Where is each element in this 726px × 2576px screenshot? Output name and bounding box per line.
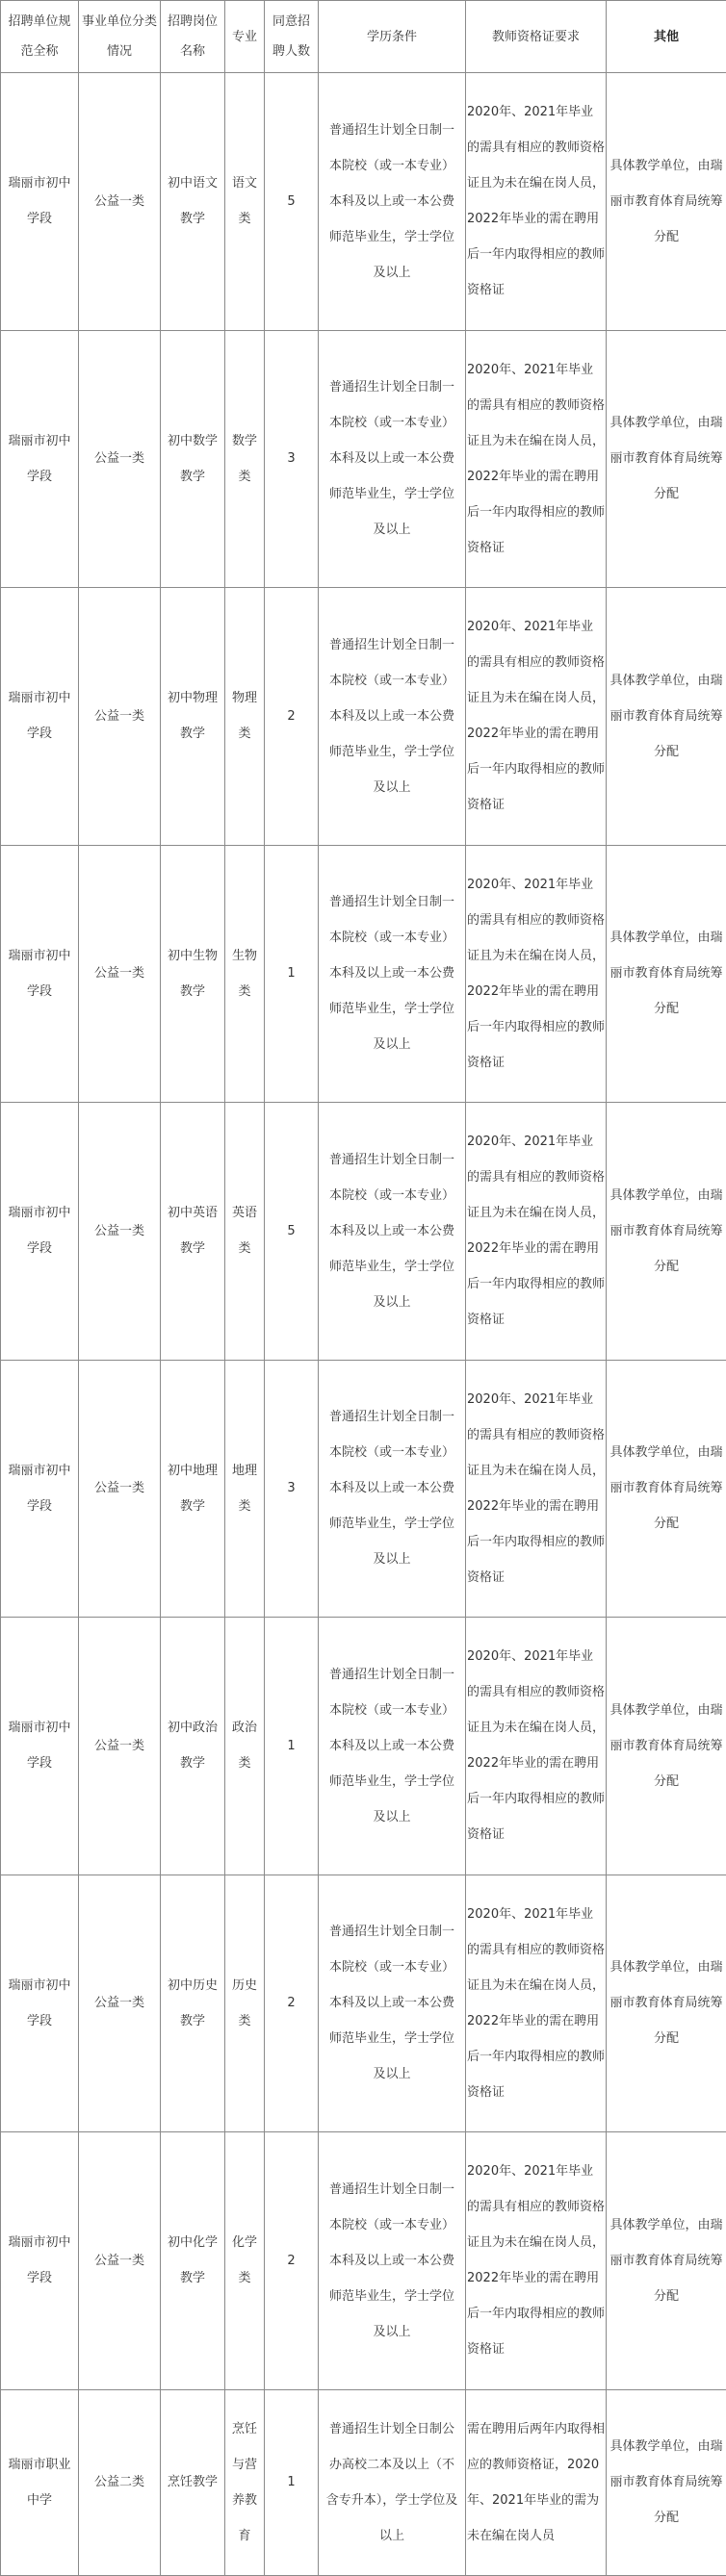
cell-count: 5 [265,73,319,331]
cell-unit: 瑞丽市初中学段 [1,330,79,588]
cell-category: 公益一类 [79,1360,161,1618]
cell-major: 地理类 [225,1360,265,1618]
header-education: 学历条件 [319,1,466,73]
cell-education: 普通招生计划全日制一本院校（或一本专业）本科及以上或一本公费师范毕业生，学士学位及以上 [319,1103,466,1361]
table-row [1,588,726,846]
header-category: 事业单位分类情况 [79,1,161,73]
cell-unit: 瑞丽市初中学段 [1,2132,79,2390]
cell-certificate: 需在聘用后两年内取得相应的教师资格证，2020年、2021年毕业的需为未在编在岗人员 [466,2389,607,2576]
cell-position: 初中历史教学 [161,1875,225,2132]
cell-count: 3 [265,330,319,588]
cell-category: 公益一类 [79,73,161,331]
cell-position: 初中化学教学 [161,2132,225,2390]
cell-category: 公益一类 [79,1875,161,2132]
cell-other: 具体教学单位，由瑞丽市教育体育局统筹分配 [607,1618,726,1875]
cell-certificate: 2020年、2021年毕业的需具有相应的教师资格证且为未在编在岗人员，2022年毕业的需在聘用后一年内取得相应的教师资格证 [466,1360,607,1618]
cell-major: 语文类 [225,73,265,331]
table-row [1,2389,726,2576]
cell-category: 公益一类 [79,845,161,1103]
cell-education: 普通招生计划全日制一本院校（或一本专业）本科及以上或一本公费师范毕业生，学士学位及以上 [319,2132,466,2390]
cell-unit: 瑞丽市初中学段 [1,845,79,1103]
cell-count: 2 [265,2132,319,2390]
cell-category: 公益一类 [79,2132,161,2390]
cell-position: 初中数学教学 [161,330,225,588]
cell-major: 政治类 [225,1618,265,1875]
cell-position: 初中语文教学 [161,73,225,331]
cell-major: 烹饪与营养教育 [225,2389,265,2576]
cell-major: 数学类 [225,330,265,588]
cell-unit: 瑞丽市初中学段 [1,1875,79,2132]
cell-education: 普通招生计划全日制一本院校（或一本专业）本科及以上或一本公费师范毕业生，学士学位及以上 [319,1360,466,1618]
cell-count: 1 [265,1618,319,1875]
cell-category: 公益一类 [79,588,161,846]
cell-position: 初中物理教学 [161,588,225,846]
table-row [1,845,726,1103]
table-row [1,2132,726,2390]
cell-unit: 瑞丽市初中学段 [1,1618,79,1875]
cell-position: 烹饪教学 [161,2389,225,2576]
header-count: 同意招聘人数 [265,1,319,73]
cell-education: 普通招生计划全日制公办高校二本及以上（不含专升本），学士学位及以上 [319,2389,466,2576]
cell-other: 具体教学单位，由瑞丽市教育体育局统筹分配 [607,1875,726,2132]
cell-major: 物理类 [225,588,265,846]
cell-major: 英语类 [225,1103,265,1361]
cell-position: 初中生物教学 [161,845,225,1103]
cell-other: 具体教学单位，由瑞丽市教育体育局统筹分配 [607,2132,726,2390]
header-other: 其他 [607,1,726,73]
table-row [1,73,726,331]
cell-education: 普通招生计划全日制一本院校（或一本专业）本科及以上或一本公费师范毕业生，学士学位及以上 [319,845,466,1103]
cell-other: 具体教学单位，由瑞丽市教育体育局统筹分配 [607,845,726,1103]
table-row [1,1618,726,1875]
cell-count: 5 [265,1103,319,1361]
cell-other: 具体教学单位，由瑞丽市教育体育局统筹分配 [607,1360,726,1618]
cell-count: 2 [265,588,319,846]
cell-education: 普通招生计划全日制一本院校（或一本专业）本科及以上或一本公费师范毕业生，学士学位及以上 [319,73,466,331]
cell-position: 初中地理教学 [161,1360,225,1618]
cell-other: 具体教学单位，由瑞丽市教育体育局统筹分配 [607,588,726,846]
cell-certificate: 2020年、2021年毕业的需具有相应的教师资格证且为未在编在岗人员，2022年毕业的需在聘用后一年内取得相应的教师资格证 [466,330,607,588]
cell-major: 生物类 [225,845,265,1103]
cell-unit: 瑞丽市初中学段 [1,73,79,331]
cell-major: 化学类 [225,2132,265,2390]
header-position: 招聘岗位名称 [161,1,225,73]
cell-category: 公益一类 [79,1103,161,1361]
table-row [1,1103,726,1361]
cell-category: 公益一类 [79,1618,161,1875]
cell-other: 具体教学单位，由瑞丽市教育体育局统筹分配 [607,2389,726,2576]
header-unit: 招聘单位规范全称 [1,1,79,73]
cell-other: 具体教学单位，由瑞丽市教育体育局统筹分配 [607,1103,726,1361]
cell-position: 初中政治教学 [161,1618,225,1875]
cell-category: 公益一类 [79,330,161,588]
cell-count: 3 [265,1360,319,1618]
cell-position: 初中英语教学 [161,1103,225,1361]
cell-education: 普通招生计划全日制一本院校（或一本专业）本科及以上或一本公费师范毕业生，学士学位及以上 [319,1618,466,1875]
cell-other: 具体教学单位，由瑞丽市教育体育局统筹分配 [607,330,726,588]
cell-certificate: 2020年、2021年毕业的需具有相应的教师资格证且为未在编在岗人员，2022年毕业的需在聘用后一年内取得相应的教师资格证 [466,1103,607,1361]
table-row [1,330,726,588]
cell-count: 1 [265,2389,319,2576]
cell-education: 普通招生计划全日制一本院校（或一本专业）本科及以上或一本公费师范毕业生，学士学位及以上 [319,588,466,846]
cell-certificate: 2020年、2021年毕业的需具有相应的教师资格证且为未在编在岗人员，2022年毕业的需在聘用后一年内取得相应的教师资格证 [466,845,607,1103]
cell-education: 普通招生计划全日制一本院校（或一本专业）本科及以上或一本公费师范毕业生，学士学位及以上 [319,330,466,588]
cell-category: 公益二类 [79,2389,161,2576]
cell-certificate: 2020年、2021年毕业的需具有相应的教师资格证且为未在编在岗人员，2022年毕业的需在聘用后一年内取得相应的教师资格证 [466,73,607,331]
header-certificate: 教师资格证要求 [466,1,607,73]
header-major: 专业 [225,1,265,73]
cell-count: 1 [265,845,319,1103]
cell-certificate: 2020年、2021年毕业的需具有相应的教师资格证且为未在编在岗人员，2022年毕业的需在聘用后一年内取得相应的教师资格证 [466,588,607,846]
cell-unit: 瑞丽市职业中学 [1,2389,79,2576]
cell-major: 历史类 [225,1875,265,2132]
table-row [1,1875,726,2132]
cell-certificate: 2020年、2021年毕业的需具有相应的教师资格证且为未在编在岗人员，2022年毕业的需在聘用后一年内取得相应的教师资格证 [466,1875,607,2132]
cell-unit: 瑞丽市初中学段 [1,1103,79,1361]
table-header-row [1,1,726,73]
cell-certificate: 2020年、2021年毕业的需具有相应的教师资格证且为未在编在岗人员，2022年毕业的需在聘用后一年内取得相应的教师资格证 [466,2132,607,2390]
cell-certificate: 2020年、2021年毕业的需具有相应的教师资格证且为未在编在岗人员，2022年毕业的需在聘用后一年内取得相应的教师资格证 [466,1618,607,1875]
cell-unit: 瑞丽市初中学段 [1,1360,79,1618]
cell-unit: 瑞丽市初中学段 [1,588,79,846]
cell-count: 2 [265,1875,319,2132]
cell-other: 具体教学单位，由瑞丽市教育体育局统筹分配 [607,73,726,331]
table-row [1,1360,726,1618]
cell-education: 普通招生计划全日制一本院校（或一本专业）本科及以上或一本公费师范毕业生，学士学位及以上 [319,1875,466,2132]
